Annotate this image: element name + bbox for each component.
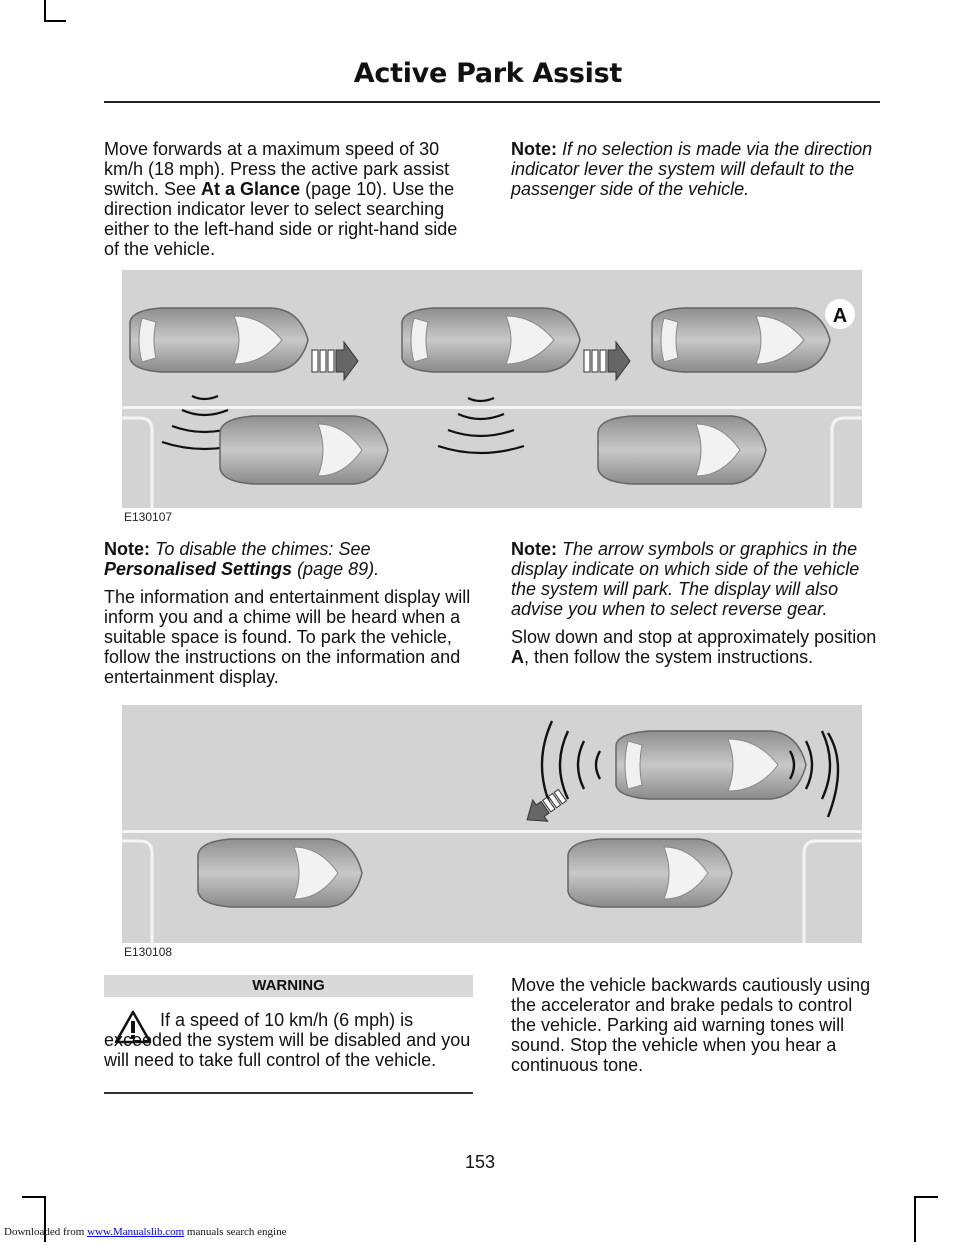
crop-mark-bottom-right-v [914,1196,916,1242]
curb-right [804,841,862,943]
intro-text-b: (page 10). Use the direction indicator lever to select searching either to the left-hand side or right-hand side of the vehicle. [104,179,458,259]
note-text: If no selection is made via the direction indicator lever the system will default to the passenger side of the vehicle. [511,139,873,199]
parked-car-2 [598,416,766,484]
note-label: Note: [104,539,150,559]
lane-line [122,830,862,833]
note-text-b: (page 89). [292,559,380,579]
note-passenger-side [511,139,881,199]
figure-searching-cars [122,270,862,508]
info-display-paragraph: The information and entertainment display will inform you and a chime will be heard when a suitable space is found. To park the vehicle, follow the instructions on the information and entertainment display. [104,587,471,687]
moving-car-3 [652,308,830,372]
crop-mark-bottom-left-h [22,1196,46,1198]
slow-down-paragraph [511,627,881,667]
footer-download-note [4,1226,286,1238]
page-title: Active Park Assist [353,58,622,89]
figure-1-illustration [122,270,862,508]
note-text-a: To disable the chimes: See [150,539,371,559]
note-text: The arrow symbols or graphics in the display indicate on which side of the vehicle the system will park. The display will also advise you when to select reverse gear. [511,539,860,619]
curb-left [122,841,152,943]
stopped-car [616,731,806,799]
intro-text-a: Move forwards at a maximum speed of 30 km/h (18 mph). Press the active park assist switch. See [104,139,450,199]
slow-text-b: , then follow the system instructions. [524,647,814,667]
figure-stopped-car [122,705,862,943]
crop-mark-bottom-right-h [914,1196,938,1198]
parked-car-1 [220,416,388,484]
warning-text: If a speed of 10 km/h (6 mph) is exceeded the system will be disabled and you will need to take full control of the vehicle. [104,1010,471,1070]
personalised-settings-link[interactable]: Personalised Settings [104,559,293,579]
manualslib-link[interactable]: www.Manualslib.com [87,1226,185,1238]
moving-car-1 [130,308,308,372]
footer-suffix: manuals search engine [184,1226,287,1238]
figure-2-id: E130108 [124,945,173,959]
figure-2-illustration [122,705,862,943]
note-disable-chimes [104,539,476,579]
reverse-paragraph: Move the vehicle backwards cautiously using the accelerator and brake pedals to control the vehicle. Parking aid warning tones will sound. Stop the vehicle when you hear a continuous tone. [511,975,871,1075]
moving-car-2 [402,308,580,372]
header-rule [104,101,880,103]
crop-mark-top-left-h [44,20,66,22]
note-label: Note: [511,139,557,159]
figure-1-id: E130107 [124,510,173,524]
curb-right [832,418,862,508]
note-label: Note: [511,539,557,559]
parked-car-rear [198,839,362,907]
slow-text-a: Slow down and stop at approximately position [511,627,877,647]
curb-left [122,418,152,508]
crop-mark-top-left-v [44,0,46,22]
warning-bottom-rule [104,1092,473,1094]
position-a-marker: A [832,305,848,327]
parked-car-front [568,839,732,907]
page-number: 153 [464,1152,496,1172]
lane-line [122,406,862,409]
direction-arrow-1 [312,342,358,380]
position-a-bold: A [511,647,524,667]
note-arrow-symbols [511,539,881,619]
direction-arrow-2 [584,342,630,380]
intro-paragraph [104,139,476,259]
at-a-glance-link[interactable]: At a Glance [201,179,301,199]
footer-prefix: Downloaded from [4,1226,88,1238]
warning-title: WARNING [104,975,473,997]
